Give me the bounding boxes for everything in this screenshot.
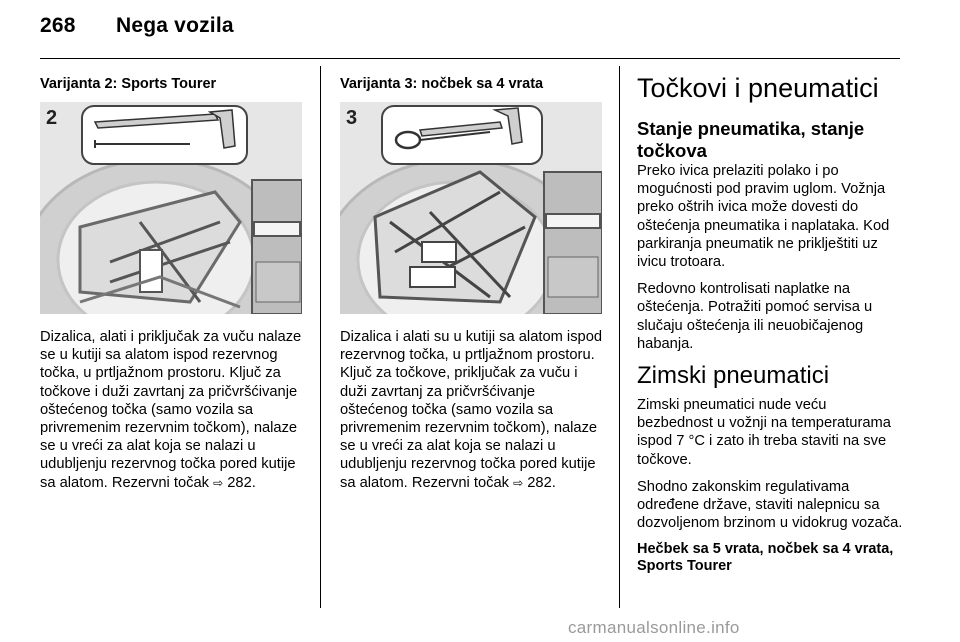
figure-2-tool-box-illustration	[40, 102, 302, 314]
variant-3-text: Dizalica i alati su u kutiji sa alatom ispod rezervnog točka, u prtljažnom prostoru. Ključ za točkove, priključak za vuču i duži zavrtanj za pričvršćivanje oštećenog točka (samo vozila sa privremenim rezervnim točkom), nalaze se u vreći za alat koja se nalazi u udubljenju rezervnog točka pored kutije sa alatom. Rezervni točak	[340, 329, 603, 491]
figure-3-tool-box-illustration	[340, 102, 602, 314]
figure-2-number: 2	[46, 107, 58, 129]
variant-2-subhead: Varijanta 2: Sports Tourer	[40, 76, 217, 92]
page-title: Nega vozila	[116, 14, 234, 37]
subheading-tyre-condition: Stanje pneumatika, stanje točkova	[637, 118, 865, 161]
page-header	[40, 14, 234, 38]
page-ref-arrow-icon: ⇨	[513, 475, 524, 490]
column-divider-1	[320, 66, 321, 608]
variant-3-description	[340, 328, 604, 492]
section-heading-winter-tyres: Zimski pneumatici	[637, 362, 830, 390]
page-ref-arrow-icon: ⇨	[213, 475, 224, 490]
winter-tyres-para-1: Zimski pneumatici nude veću bezbednost u vožnji na temperaturama ispod 7 °C i zato ih treba staviti na sve točkove.	[637, 397, 891, 468]
variant-2-ref-page[interactable]: 282.	[227, 474, 256, 491]
column-right	[637, 72, 905, 575]
column-divider-2	[619, 66, 620, 608]
winter-tyres-variants-subhead: Hečbek sa 5 vrata, nočbek sa 4 vrata, Sports Tourer	[637, 541, 894, 575]
header-rule	[40, 58, 900, 59]
column-left	[40, 76, 304, 492]
variant-3-ref-page[interactable]: 282.	[527, 474, 556, 491]
variant-2-description	[40, 328, 304, 492]
tyre-condition-para-2: Redovno kontrolisati naplatke na oštećenja. Potražiti pomoć servisa u slučaju oštećenja ili neuobičajenog habanja.	[637, 281, 873, 352]
section-heading-wheels-tyres: Točkovi i pneumatici	[637, 73, 879, 103]
variant-3-subhead: Varijanta 3: nočbek sa 4 vrata	[340, 76, 544, 92]
column-middle	[340, 76, 604, 492]
watermark: carmanualsonline.info	[568, 618, 740, 637]
tyre-condition-para-1: Preko ivica prelaziti polako i po mogućnosti pod pravim uglom. Vožnja preko oštrih ivica može dovesti do oštećenja pneumatika i naplataka. Kod parkiranja pneumatik ne priklještiti uz ivicu trotoara.	[637, 163, 890, 271]
winter-tyres-para-2: Shodno zakonskim regulativama određene države, staviti nalepnicu sa dozvoljenom brzinom u vidokrug vozača.	[637, 478, 903, 532]
page-number: 268	[40, 14, 76, 37]
variant-2-text: Dizalica, alati i priključak za vuču nalaze se u kutiji sa alatom ispod rezervnog točka, u prtljažnom prostoru. Ključ za točkove i duži zavrtanj za pričvršćivanje oštećenog točka (samo vozila sa privremenim rezervnim točkom), nalaze se u vreći za alat koja se nalazi u udubljenju rezervnog točka pored kutije sa alatom. Rezervni točak	[40, 329, 302, 491]
figure-3-number: 3	[346, 107, 358, 129]
